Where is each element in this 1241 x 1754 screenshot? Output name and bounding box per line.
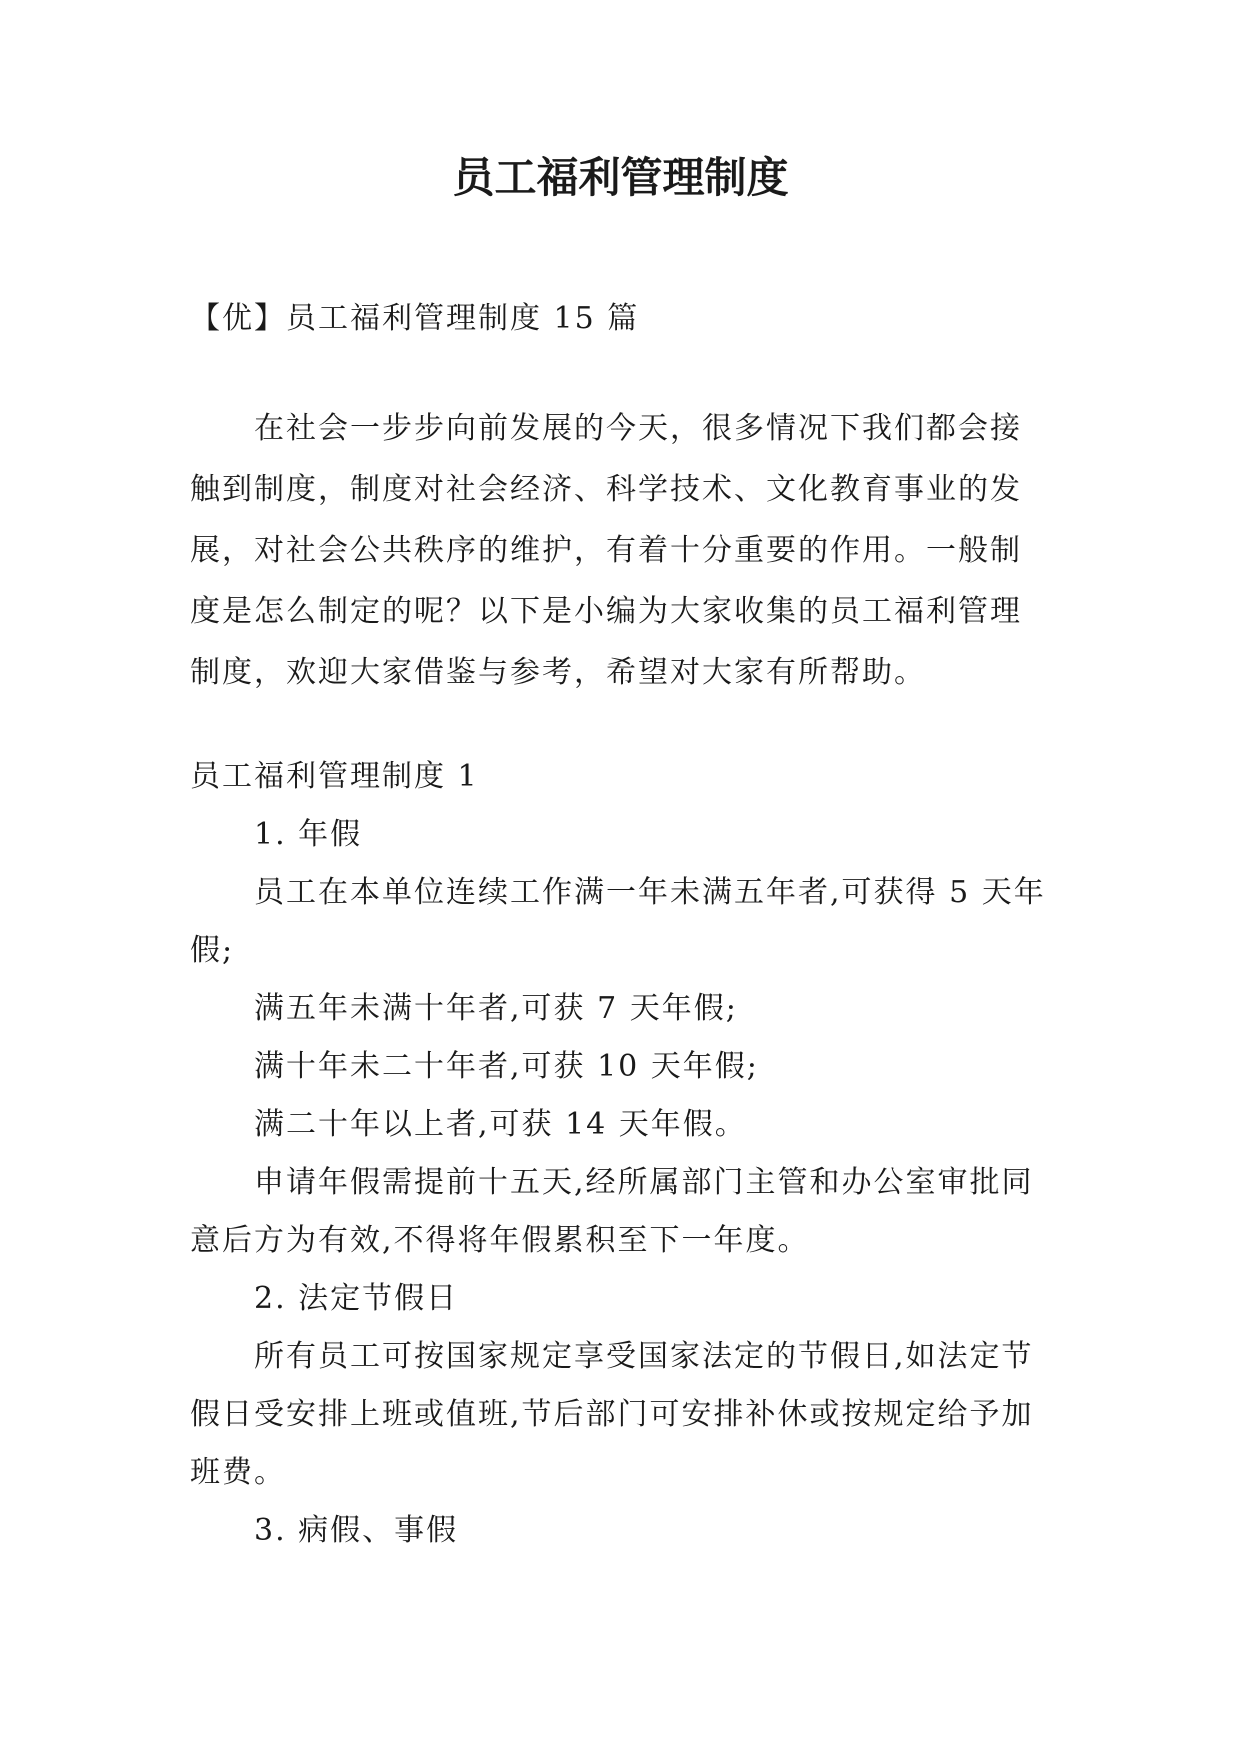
annual-leave-paragraph-5: 申请年假需提前十五天,经所属部门主管和办公室审批同意后方为有效,不得将年假累积至下一年度。	[190, 1165, 1034, 1258]
document-subtitle: 【优】员工福利管理制度 15 篇	[190, 301, 640, 336]
section-heading: 员工福利管理制度 1	[190, 759, 479, 794]
item-heading-holidays: 2. 法定节假日	[254, 1281, 459, 1316]
annual-leave-paragraph-2: 满五年未满十年者,可获 7 天年假;	[254, 991, 738, 1026]
document-title: 员工福利管理制度	[452, 153, 789, 202]
holidays-paragraph: 所有员工可按国家规定享受国家法定的节假日,如法定节假日受安排上班或值班,节后部门可安排补休或按规定给予加班费。	[190, 1339, 1034, 1490]
annual-leave-paragraph-3: 满十年未二十年者,可获 10 天年假;	[254, 1049, 759, 1084]
section-1	[190, 748, 1050, 1560]
annual-leave-paragraph-1: 员工在本单位连续工作满一年未满五年者,可获得 5 天年假;	[190, 875, 1046, 968]
item-heading-annual-leave: 1. 年假	[254, 817, 363, 852]
item-heading-sick-leave: 3. 病假、事假	[254, 1513, 459, 1548]
intro-paragraph: 在社会一步步向前发展的今天，很多情况下我们都会接触到制度，制度对社会经济、科学技术、文化教育事业的发展，对社会公共秩序的维护，有着十分重要的作用。一般制度是怎么制定的呢？以下是小编为大家收集的员工福利管理制度，欢迎大家借鉴与参考，希望对大家有所帮助。	[190, 411, 1022, 690]
annual-leave-paragraph-4: 满二十年以上者,可获 14 天年假。	[254, 1107, 747, 1142]
